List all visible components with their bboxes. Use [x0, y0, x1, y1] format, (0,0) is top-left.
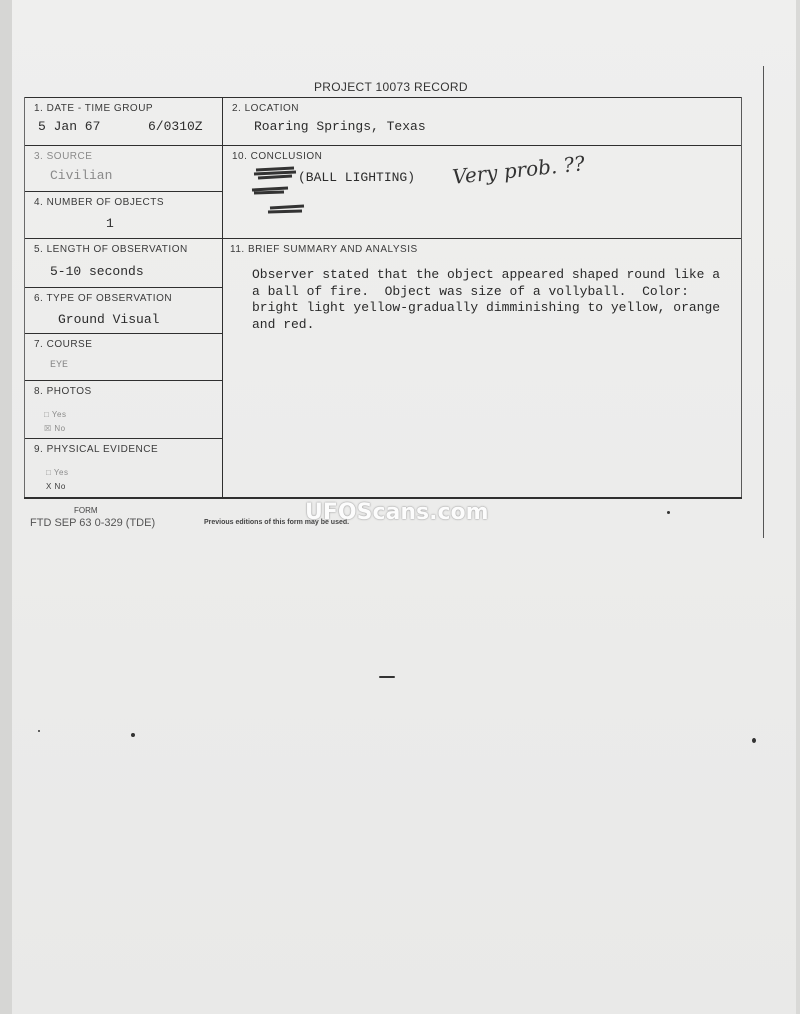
summary-line: bright light yellow-gradually dimminishing to yellow, orange: [252, 300, 721, 315]
length-of-observation-label: 5. LENGTH OF OBSERVATION: [34, 244, 188, 255]
rule: [24, 191, 222, 192]
date-time-group-label: 1. DATE - TIME GROUP: [34, 103, 154, 114]
conclusion-label: 10. CONCLUSION: [232, 151, 323, 162]
source-label: 3. SOURCE: [34, 151, 93, 162]
physical-evidence-option-no: X No: [46, 482, 66, 491]
scan-speck: [667, 511, 670, 514]
time-value: 6/0310Z: [148, 119, 203, 134]
photos-option-yes: □ Yes: [44, 410, 67, 419]
source-value: Civilian: [50, 168, 113, 183]
scan-edge: [0, 0, 12, 1014]
rule: [24, 497, 742, 499]
summary-line: Observer stated that the object appeared shaped round like a: [252, 267, 721, 282]
scan-speck: [38, 730, 40, 732]
course-label: 7. COURSE: [34, 339, 93, 350]
watermark: UFOScans.com: [305, 500, 489, 525]
form-code: FTD SEP 63 0-329 (TDE): [30, 517, 156, 529]
form-word: FORM: [74, 506, 98, 515]
physical-evidence-label: 9. PHYSICAL EVIDENCE: [34, 444, 159, 455]
scan-speck: [131, 733, 135, 737]
physical-evidence-option-yes: □ Yes: [46, 468, 69, 477]
rule: [24, 333, 222, 334]
location-value: Roaring Springs, Texas: [254, 119, 426, 134]
rule: [24, 438, 222, 439]
summary-line: and red.: [252, 316, 315, 332]
type-of-observation-value: Ground Visual: [58, 312, 160, 327]
handwritten-annotation: Very prob. ??: [451, 151, 586, 189]
rule: [24, 97, 25, 497]
scan-edge: [796, 0, 800, 1014]
number-of-objects-value: 1: [106, 216, 114, 231]
summary-text: [252, 267, 742, 333]
form-title: PROJECT 10073 RECORD: [314, 80, 468, 94]
number-of-objects-label: 4. NUMBER OF OBJECTS: [34, 197, 165, 208]
rule: [24, 380, 222, 381]
date-value: 5 Jan 67: [38, 119, 101, 134]
rule: [24, 238, 742, 239]
rule: [24, 287, 222, 288]
course-value: EYE: [50, 360, 69, 371]
rule: [24, 97, 741, 98]
rule: [222, 97, 223, 497]
type-of-observation-label: 6. TYPE OF OBSERVATION: [34, 293, 173, 304]
length-of-observation-value: 5-10 seconds: [50, 264, 144, 279]
rule: [24, 145, 742, 146]
photos-option-no: ☒ No: [44, 424, 66, 433]
summary-line: a ball of fire. Object was size of a vollyball. Color:: [252, 283, 689, 299]
struck-out-text: [244, 160, 314, 220]
scan-border: [763, 66, 764, 538]
form-note: Previous editions of this form may be used.: [204, 519, 350, 526]
conclusion-typed: (BALL LIGHTING): [298, 170, 416, 185]
scan-speck: [752, 738, 756, 743]
photos-label: 8. PHOTOS: [34, 386, 92, 397]
scan-speck: [379, 676, 395, 678]
location-label: 2. LOCATION: [232, 103, 299, 114]
summary-label: 11. BRIEF SUMMARY AND ANALYSIS: [230, 244, 418, 255]
